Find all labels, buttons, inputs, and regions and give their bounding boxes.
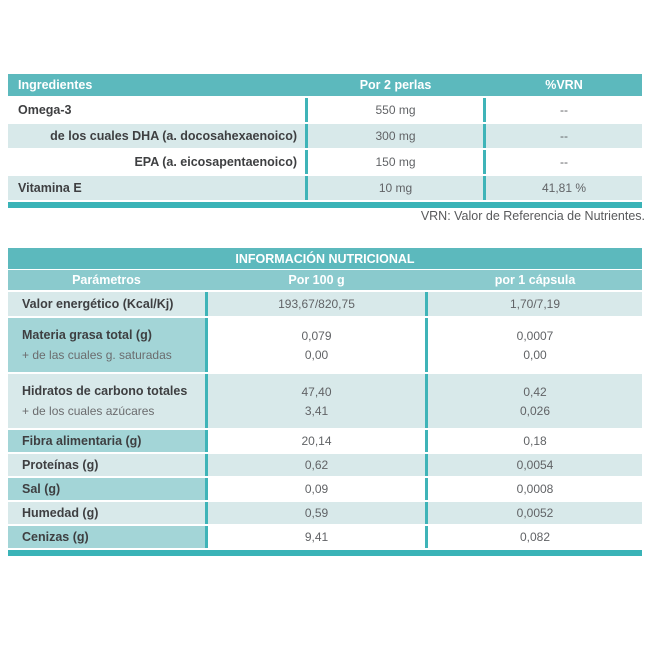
value-per-100g: 193,67/820,75 xyxy=(278,297,355,311)
ingredient-amount-cell xyxy=(308,176,483,200)
value-per-capsula-cell xyxy=(428,430,642,452)
value-per-100g: 0,59 xyxy=(304,506,329,520)
value-per-100g-cell xyxy=(208,502,425,524)
ingredient-amount: 10 mg xyxy=(378,181,413,195)
ingredients-header-col2 xyxy=(308,74,483,96)
value-per-capsula-cell xyxy=(428,292,642,316)
value-per-100g: 20,14 xyxy=(301,434,332,448)
value-per-capsula: 0,42 xyxy=(523,384,547,399)
value-per-100g: 0,079 xyxy=(301,328,332,343)
ingredient-name: Vitamina E xyxy=(18,180,82,195)
ingredient-vrn-cell xyxy=(486,124,642,148)
parameter-name-cell xyxy=(8,478,205,500)
value-per-capsula: 1,70/7,19 xyxy=(509,297,561,311)
value-per-capsula-cell xyxy=(428,318,642,372)
header-por-1-capsula: por 1 cápsula xyxy=(494,273,576,287)
table-row-cenizas xyxy=(8,526,642,548)
value-per-100g-line2: 3,41 xyxy=(304,403,329,418)
table-row-dha xyxy=(8,124,642,148)
value-per-capsula: 0,18 xyxy=(523,434,547,448)
nutrition-header-row xyxy=(8,270,642,290)
ingredient-name-cell xyxy=(8,176,305,200)
ingredient-name-cell xyxy=(8,150,305,174)
table-row-sal xyxy=(8,478,642,500)
value-per-capsula: 0,082 xyxy=(519,530,551,544)
ingredient-vrn-cell xyxy=(486,176,642,200)
parameter-name-cell xyxy=(8,430,205,452)
parameter-name: Humedad (g) xyxy=(22,505,99,520)
parameter-name: Hidratos de carbono totales xyxy=(22,384,188,398)
nutrition-header-col1 xyxy=(8,270,205,290)
value-per-100g: 9,41 xyxy=(304,530,329,544)
parameter-name: Proteínas (g) xyxy=(22,457,99,472)
value-per-100g: 47,40 xyxy=(301,384,332,399)
header-ingredientes: Ingredientes xyxy=(18,78,93,92)
parameter-name: Materia grasa total (g) xyxy=(22,328,152,342)
ingredient-name-cell xyxy=(8,124,305,148)
nutrition-header-col3 xyxy=(428,270,642,290)
value-per-capsula-cell xyxy=(428,454,642,476)
value-per-100g: 0,62 xyxy=(304,458,329,472)
ingredient-amount: 300 mg xyxy=(375,129,416,143)
parameter-name: Valor energético (Kcal/Kj) xyxy=(22,296,174,311)
vrn-footnote: VRN: Valor de Referencia de Nutrientes. xyxy=(420,209,645,223)
ingredient-vrn: 41,81 % xyxy=(541,181,587,195)
ingredient-name: de los cuales DHA (a. docosahexaenoico) xyxy=(50,128,297,143)
value-per-capsula-cell xyxy=(428,502,642,524)
value-per-capsula-cell xyxy=(428,478,642,500)
ingredient-name: EPA (a. eicosapentaenoico) xyxy=(134,154,297,169)
parameter-name-cell xyxy=(8,318,205,372)
value-per-capsula: 0,0008 xyxy=(516,482,554,496)
value-per-capsula-cell xyxy=(428,526,642,548)
parameter-name: Cenizas (g) xyxy=(22,529,89,544)
table-row-humedad xyxy=(8,502,642,524)
ingredient-vrn: -- xyxy=(560,103,568,117)
value-per-100g-cell xyxy=(208,526,425,548)
table-bottom-bar xyxy=(8,202,642,208)
nutrition-table xyxy=(8,248,642,556)
nutrition-title: INFORMACIÓN NUTRICIONAL xyxy=(235,251,415,266)
parameter-name-cell xyxy=(8,374,205,428)
nutrition-header-col2 xyxy=(208,270,425,290)
parameter-subname: + de los cuales azúcares xyxy=(22,404,155,418)
nutrition-title-bar xyxy=(8,248,642,269)
ingredients-table xyxy=(8,74,642,208)
header-por-2-perlas: Por 2 perlas xyxy=(359,78,432,92)
ingredient-name-cell xyxy=(8,98,305,122)
parameter-subname: + de las cuales g. saturadas xyxy=(22,348,172,362)
ingredient-amount: 150 mg xyxy=(375,155,416,169)
ingredient-amount: 550 mg xyxy=(375,103,416,117)
value-per-100g-cell xyxy=(208,430,425,452)
value-per-capsula: 0,0054 xyxy=(516,458,554,472)
parameter-name-cell xyxy=(8,502,205,524)
value-per-100g-cell xyxy=(208,454,425,476)
ingredient-amount-cell xyxy=(308,98,483,122)
value-per-capsula: 0,0007 xyxy=(516,328,554,343)
ingredient-amount-cell xyxy=(308,150,483,174)
value-per-capsula: 0,0052 xyxy=(516,506,554,520)
table-row-valor-energetico xyxy=(8,292,642,316)
ingredient-vrn-cell xyxy=(486,98,642,122)
table-row-omega3 xyxy=(8,98,642,122)
ingredient-vrn: -- xyxy=(560,129,568,143)
value-per-capsula-line2: 0,026 xyxy=(519,403,551,418)
ingredients-header-col3 xyxy=(486,74,642,96)
ingredient-vrn-cell xyxy=(486,150,642,174)
ingredient-amount-cell xyxy=(308,124,483,148)
value-per-100g: 0,09 xyxy=(304,482,329,496)
table-row-hidratos xyxy=(8,374,642,428)
table-row-epa xyxy=(8,150,642,174)
header-vrn: %VRN xyxy=(545,78,583,92)
header-parametros: Parámetros xyxy=(72,273,141,287)
ingredient-name: Omega-3 xyxy=(18,102,72,117)
value-per-100g-line2: 0,00 xyxy=(304,347,329,362)
table-row-vitamina-e xyxy=(8,176,642,200)
value-per-capsula-cell xyxy=(428,374,642,428)
table-bottom-bar xyxy=(8,550,642,556)
table-row-materia-grasa xyxy=(8,318,642,372)
header-por-100g: Por 100 g xyxy=(288,273,345,287)
parameter-name-cell xyxy=(8,292,205,316)
value-per-100g-cell xyxy=(208,374,425,428)
table-row-fibra xyxy=(8,430,642,452)
table-row-proteinas xyxy=(8,454,642,476)
parameter-name: Fibra alimentaria (g) xyxy=(22,433,142,448)
value-per-capsula-line2: 0,00 xyxy=(523,347,547,362)
value-per-100g-cell xyxy=(208,318,425,372)
ingredients-header-row xyxy=(8,74,642,96)
value-per-100g-cell xyxy=(208,292,425,316)
ingredients-header-col1 xyxy=(8,74,305,96)
ingredient-vrn: -- xyxy=(560,155,568,169)
value-per-100g-cell xyxy=(208,478,425,500)
parameter-name: Sal (g) xyxy=(22,481,61,496)
parameter-name-cell xyxy=(8,454,205,476)
parameter-name-cell xyxy=(8,526,205,548)
